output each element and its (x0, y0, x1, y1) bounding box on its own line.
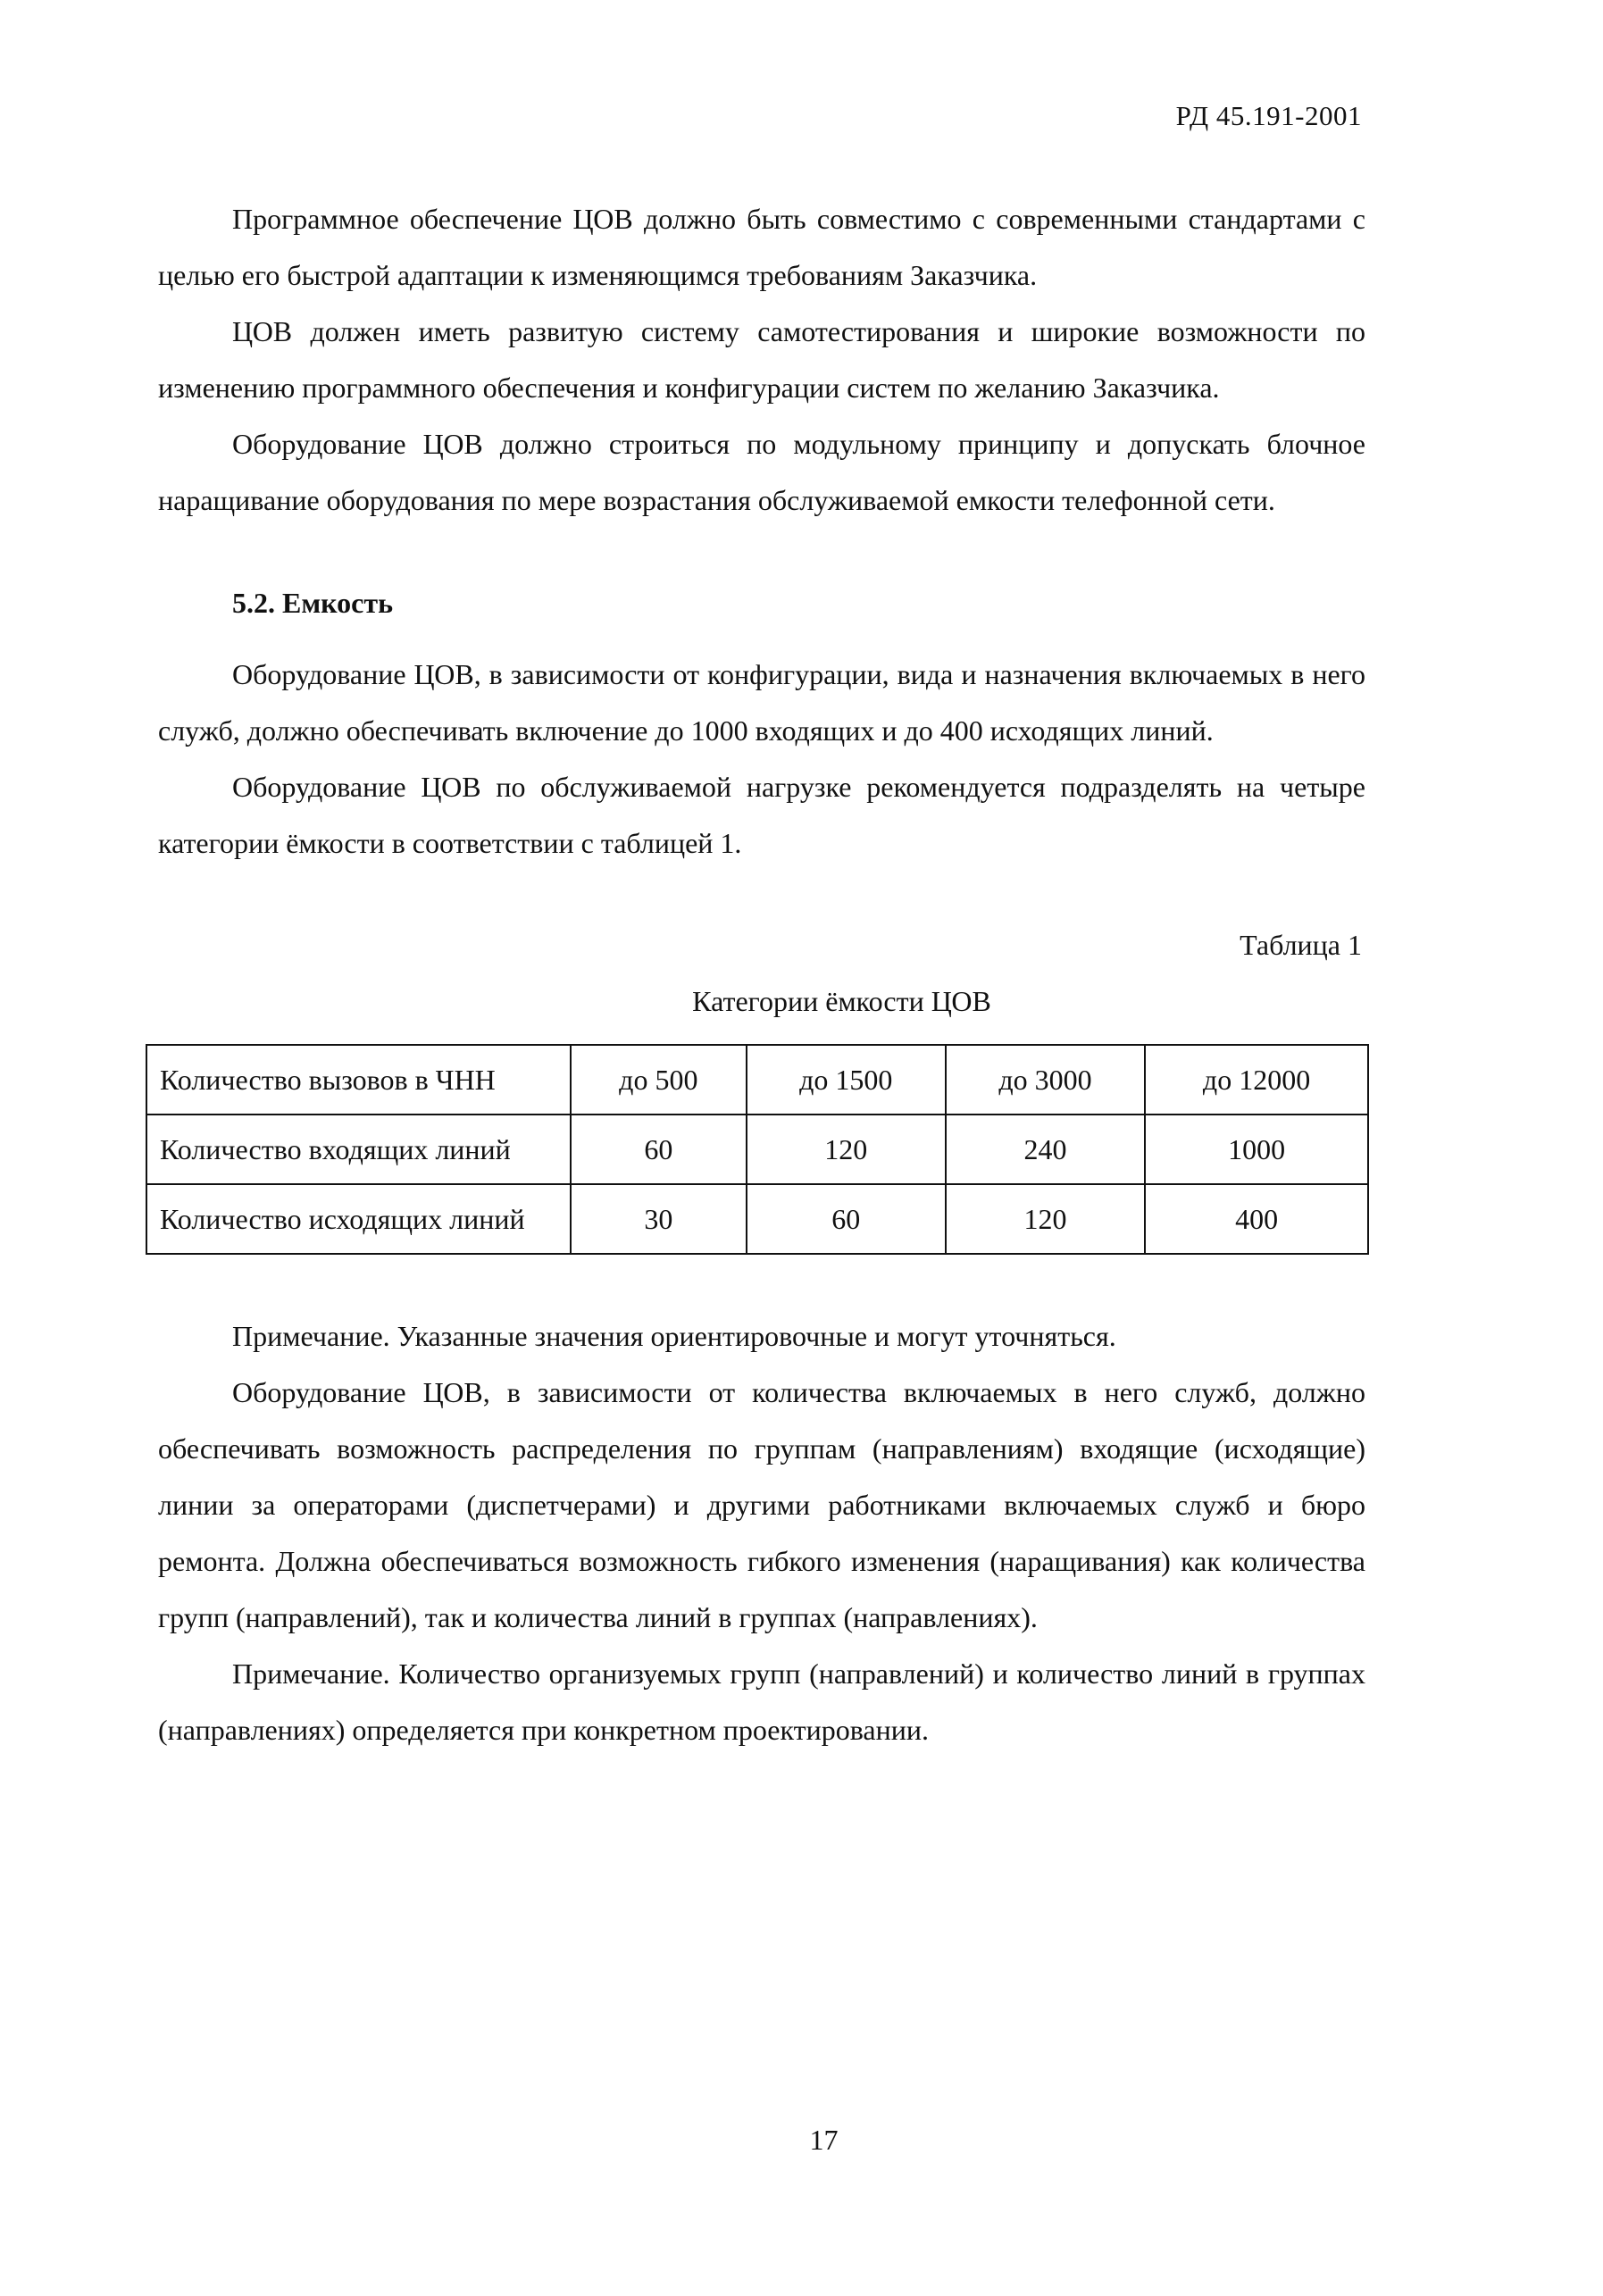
page-number-text: 17 (809, 2124, 839, 2156)
paragraph: Программное обеспечение ЦОВ должно быть совместимо с современными стандартами с целью его быстрой адаптации к изменяющимся требованиям Заказчика. (158, 203, 1365, 291)
table-cell: до 12000 (1145, 1045, 1368, 1115)
row-label: Количество входящих линий (146, 1115, 571, 1184)
paragraph: Оборудование ЦОВ должно строиться по модульному принципу и допускать блочное наращивание оборудования по мере возрастания обслуживаемой емкости телефонной сети. (158, 428, 1365, 516)
table-row (146, 1115, 1368, 1184)
paragraph: Оборудование ЦОВ, в зависимости от количества включаемых в него служб, должно обеспечивать возможность распределения по группам (направлениям) входящие (исходящие) линии за операторами (диспетчерами) и другими работниками включаемых служб и бюро ремонта. Должна обеспечиваться возможность гибкого изменения (наращивания) как количества групп (направлений), так и количества линий в группах (направлениях). (158, 1376, 1365, 1633)
row-label: Количество вызовов в ЧНН (146, 1045, 571, 1115)
section-3-body (158, 1308, 1365, 1758)
section-2-body (158, 647, 1365, 872)
paragraph: Оборудование ЦОВ по обслуживаемой нагрузке рекомендуется подразделять на четыре категории ёмкости в соответствии с таблицей 1. (158, 771, 1365, 859)
document-code: РД 45.191-2001 (1175, 100, 1362, 131)
page-number (0, 2124, 1603, 2157)
table-cell: 400 (1145, 1184, 1368, 1254)
paragraph: Оборудование ЦОВ, в зависимости от конфигурации, вида и назначения включаемых в него служб, должно обеспечивать включение до 1000 входящих и до 400 исходящих линий. (158, 658, 1365, 747)
table-title (0, 985, 1603, 1018)
table-cell: 120 (747, 1115, 946, 1184)
table-cell: 240 (946, 1115, 1145, 1184)
table-row (146, 1045, 1368, 1115)
note-paragraph: Примечание. Указанные значения ориентировочные и могут уточняться. (232, 1320, 1116, 1352)
row-label: Количество исходящих линий (146, 1184, 571, 1254)
section-1-body (158, 191, 1365, 529)
table-cell: до 1500 (747, 1045, 946, 1115)
table-number: Таблица 1 (1240, 929, 1362, 961)
table-cell: 30 (571, 1184, 747, 1254)
table-cell: 60 (571, 1115, 747, 1184)
note-paragraph: Примечание. Количество организуемых групп (направлений) и количество линий в группах (направлениях) определяется при конкретном проектировании. (158, 1657, 1365, 1746)
table-title-text: Категории ёмкости ЦОВ (692, 985, 991, 1017)
table-cell: 60 (747, 1184, 946, 1254)
capacity-table (146, 1044, 1369, 1255)
table-cell: до 3000 (946, 1045, 1145, 1115)
table-row (146, 1184, 1368, 1254)
table-cell: 1000 (1145, 1115, 1368, 1184)
table-cell: 120 (946, 1184, 1145, 1254)
table-cell: до 500 (571, 1045, 747, 1115)
section-heading-capacity: 5.2. Емкость (232, 587, 393, 619)
paragraph: ЦОВ должен иметь развитую систему самотестирования и широкие возможности по изменению программного обеспечения и конфигурации систем по желанию Заказчика. (158, 315, 1365, 404)
